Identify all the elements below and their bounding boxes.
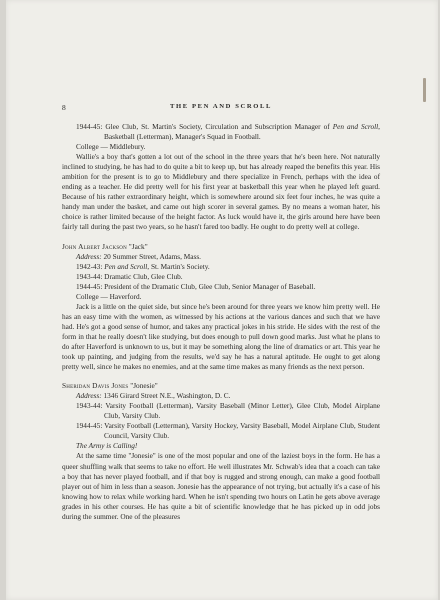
college-line-first: College — Middlebury.: [76, 142, 146, 152]
spacer: [62, 372, 380, 381]
activities-1943-jackson: 1943-44: Dramatic Club, Glee Club.: [76, 271, 183, 281]
activities-1944-first: [62, 122, 380, 142]
activities-text-after: , Basketball (Letterman), Manager's Squad in Football.: [104, 122, 380, 142]
motto-jones: The Army is Calling!: [76, 441, 138, 451]
page-edge-tab: [423, 78, 426, 102]
year-1942: 1942-43:: [76, 261, 105, 271]
activities-text-before: 1944-45: Glee Club, St. Martin's Society, Circulation and Subscription Manager of: [76, 122, 333, 131]
nickname-jack: "Jack": [128, 241, 148, 251]
address-line-jackson: [62, 252, 380, 262]
year-1942-rest: , St. Martin's Society.: [147, 261, 210, 271]
activities-italic-title: Pen and Scroll: [332, 122, 379, 131]
college-line-jackson: College — Haverford.: [76, 291, 142, 301]
address-jones: 1346 Girard Street N.E., Washington, D. C.: [103, 391, 231, 401]
page-body: [62, 122, 380, 522]
spacer: [62, 233, 380, 242]
activities-1943-jones: 1943-44: Varsity Football (Letterman), Varsity Baseball (Minor Letter), Glee Club, Model Airplane Club, Varsity Club.: [76, 401, 380, 421]
name-line-jackson: [62, 242, 380, 252]
address-label: Address:: [76, 251, 102, 261]
activities-1944-jones: 1944-45: Varsity Football (Letterman), Varsity Hockey, Varsity Baseball, Model Airplane Club, Student Council, Varsity Club.: [76, 421, 380, 441]
page-number: 8: [62, 103, 66, 112]
paragraph-jack: Jack is a little on the quiet side, but since he's been around for three years we know him pretty well. He has an easy time with the women, as witnessed by his actions at the various dances and such that we have had. He's got a good sense of humor, and takes any practical jokes in his stride. He sides with the rest of the form in that he really doesn't like studying, but does enough to pull down good marks. Just what he plans to do after Haverford is unknown to us, but it may be something along the line of dramatics or art. This year he took up painting, and judging from the results, we'd say he has a natural aptitude. He ought to get along pretty well, since he makes no enemies, and at the same time makes as many friends as the next person.: [62, 301, 380, 372]
nickname-jonesie: "Jonesie": [130, 381, 158, 391]
address-jackson: 20 Summer Street, Adams, Mass.: [103, 251, 201, 261]
activities-1944-jackson: 1944-45: President of the Dramatic Club, Glee Club, Senior Manager of Baseball.: [76, 281, 316, 291]
journal-title: THE PEN AND SCROLL: [170, 103, 272, 110]
address-label: Address:: [76, 391, 102, 401]
address-line-jones: [62, 391, 380, 401]
student-name-jackson: John Albert Jackson: [62, 241, 127, 251]
name-line-jones: [62, 381, 380, 391]
paragraph-wallie: Wallie's a boy that's gotten a lot out of the school in the three years that he's been here. Not naturally inclined to studying, he has had to do quite a bit to keep up, but has already reaped the benefits this year. His ambition for the present is to go to Middlebury and there specialize in French, perhaps with the idea of ending as a teacher. He did pretty well for his first year at basketball this year when he played left guard. Because of his rather extraordinary height, which is somewhere around six feet four inches, he was quite a handy man under the basket, and came out high scorer in several games. By no means a woman hater, his choice is rather limited because of the height factor. As luck would have it, the girls around here have been fairly tall during the past two years, so he hasn't fared too badly. He ought to do pretty well at college.: [62, 152, 380, 232]
activities-1942-jackson: [62, 262, 380, 272]
page-header: [62, 103, 380, 113]
pen-and-scroll-italic: Pen and Scroll: [104, 261, 148, 271]
student-name-jones: Sheridan Davis Jones: [62, 381, 129, 391]
paragraph-jonesie: At the same time "Jonesie" is one of the most popular and one of the laziest boys in the form. He has a queer shuffling walk that seems to take no effort. He well illustrates Mr. Schwab's idea that a coach can take a boy that has never played football, and if that boy is rugged and strong enough, can make a good football player out of him in less than a season. Jonesie has the appearance of not trying, but actually it's a case of his knowing how to relax while working hard. When he isn't spending two hours on Latin he gets above average grades in his other courses. He has quite a bit of scientific knowledge that he has picked up in odd jobs during the summer. One of the pleasures: [62, 451, 380, 521]
